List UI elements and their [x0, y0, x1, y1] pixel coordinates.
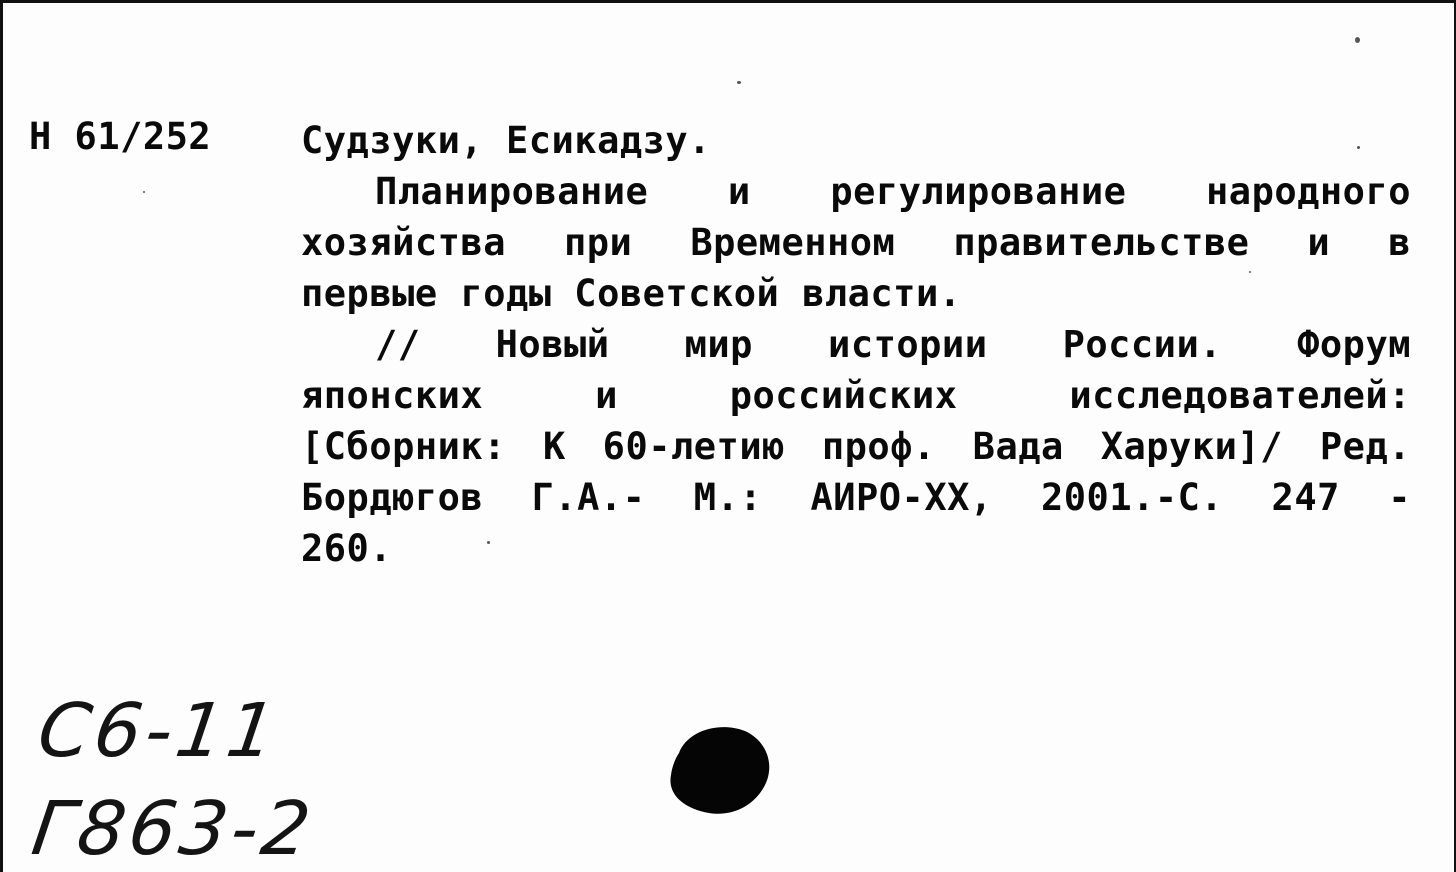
shelfmark: Н 61/252: [29, 115, 212, 158]
ink-speck: [737, 81, 741, 84]
title-line-1: Планирование и регулирование народного: [375, 170, 1411, 213]
author-line: Судзуки, Есикадзу.: [301, 119, 711, 162]
ink-speck: [1357, 146, 1360, 149]
title-line-2: хозяйства при Временном правительстве и в: [301, 221, 1411, 264]
punch-hole: [667, 723, 771, 817]
source-line-5: 260.: [301, 527, 393, 570]
source-line-1: // Новый мир истории России. Форум: [375, 323, 1411, 366]
source-line-2: японских и российских исследователей:: [301, 374, 1411, 417]
source-line-3: [Сборник: К 60-летию проф. Вада Харуки]/ Ред.: [301, 425, 1411, 468]
title-line-3: первые годы Советской власти.: [301, 272, 962, 315]
handwritten-note-1: С6-11: [32, 688, 285, 774]
bibliographic-entry: [301, 115, 1411, 574]
ink-speck: [143, 191, 145, 193]
ink-speck: [1249, 271, 1251, 273]
ink-speck: [487, 541, 490, 544]
handwritten-note-2: Г863-2: [26, 786, 320, 872]
source-line-4: Бордюгов Г.А.- М.: АИРО-ХХ, 2001.-С. 247 -: [301, 476, 1411, 519]
ink-speck: [1355, 37, 1360, 43]
